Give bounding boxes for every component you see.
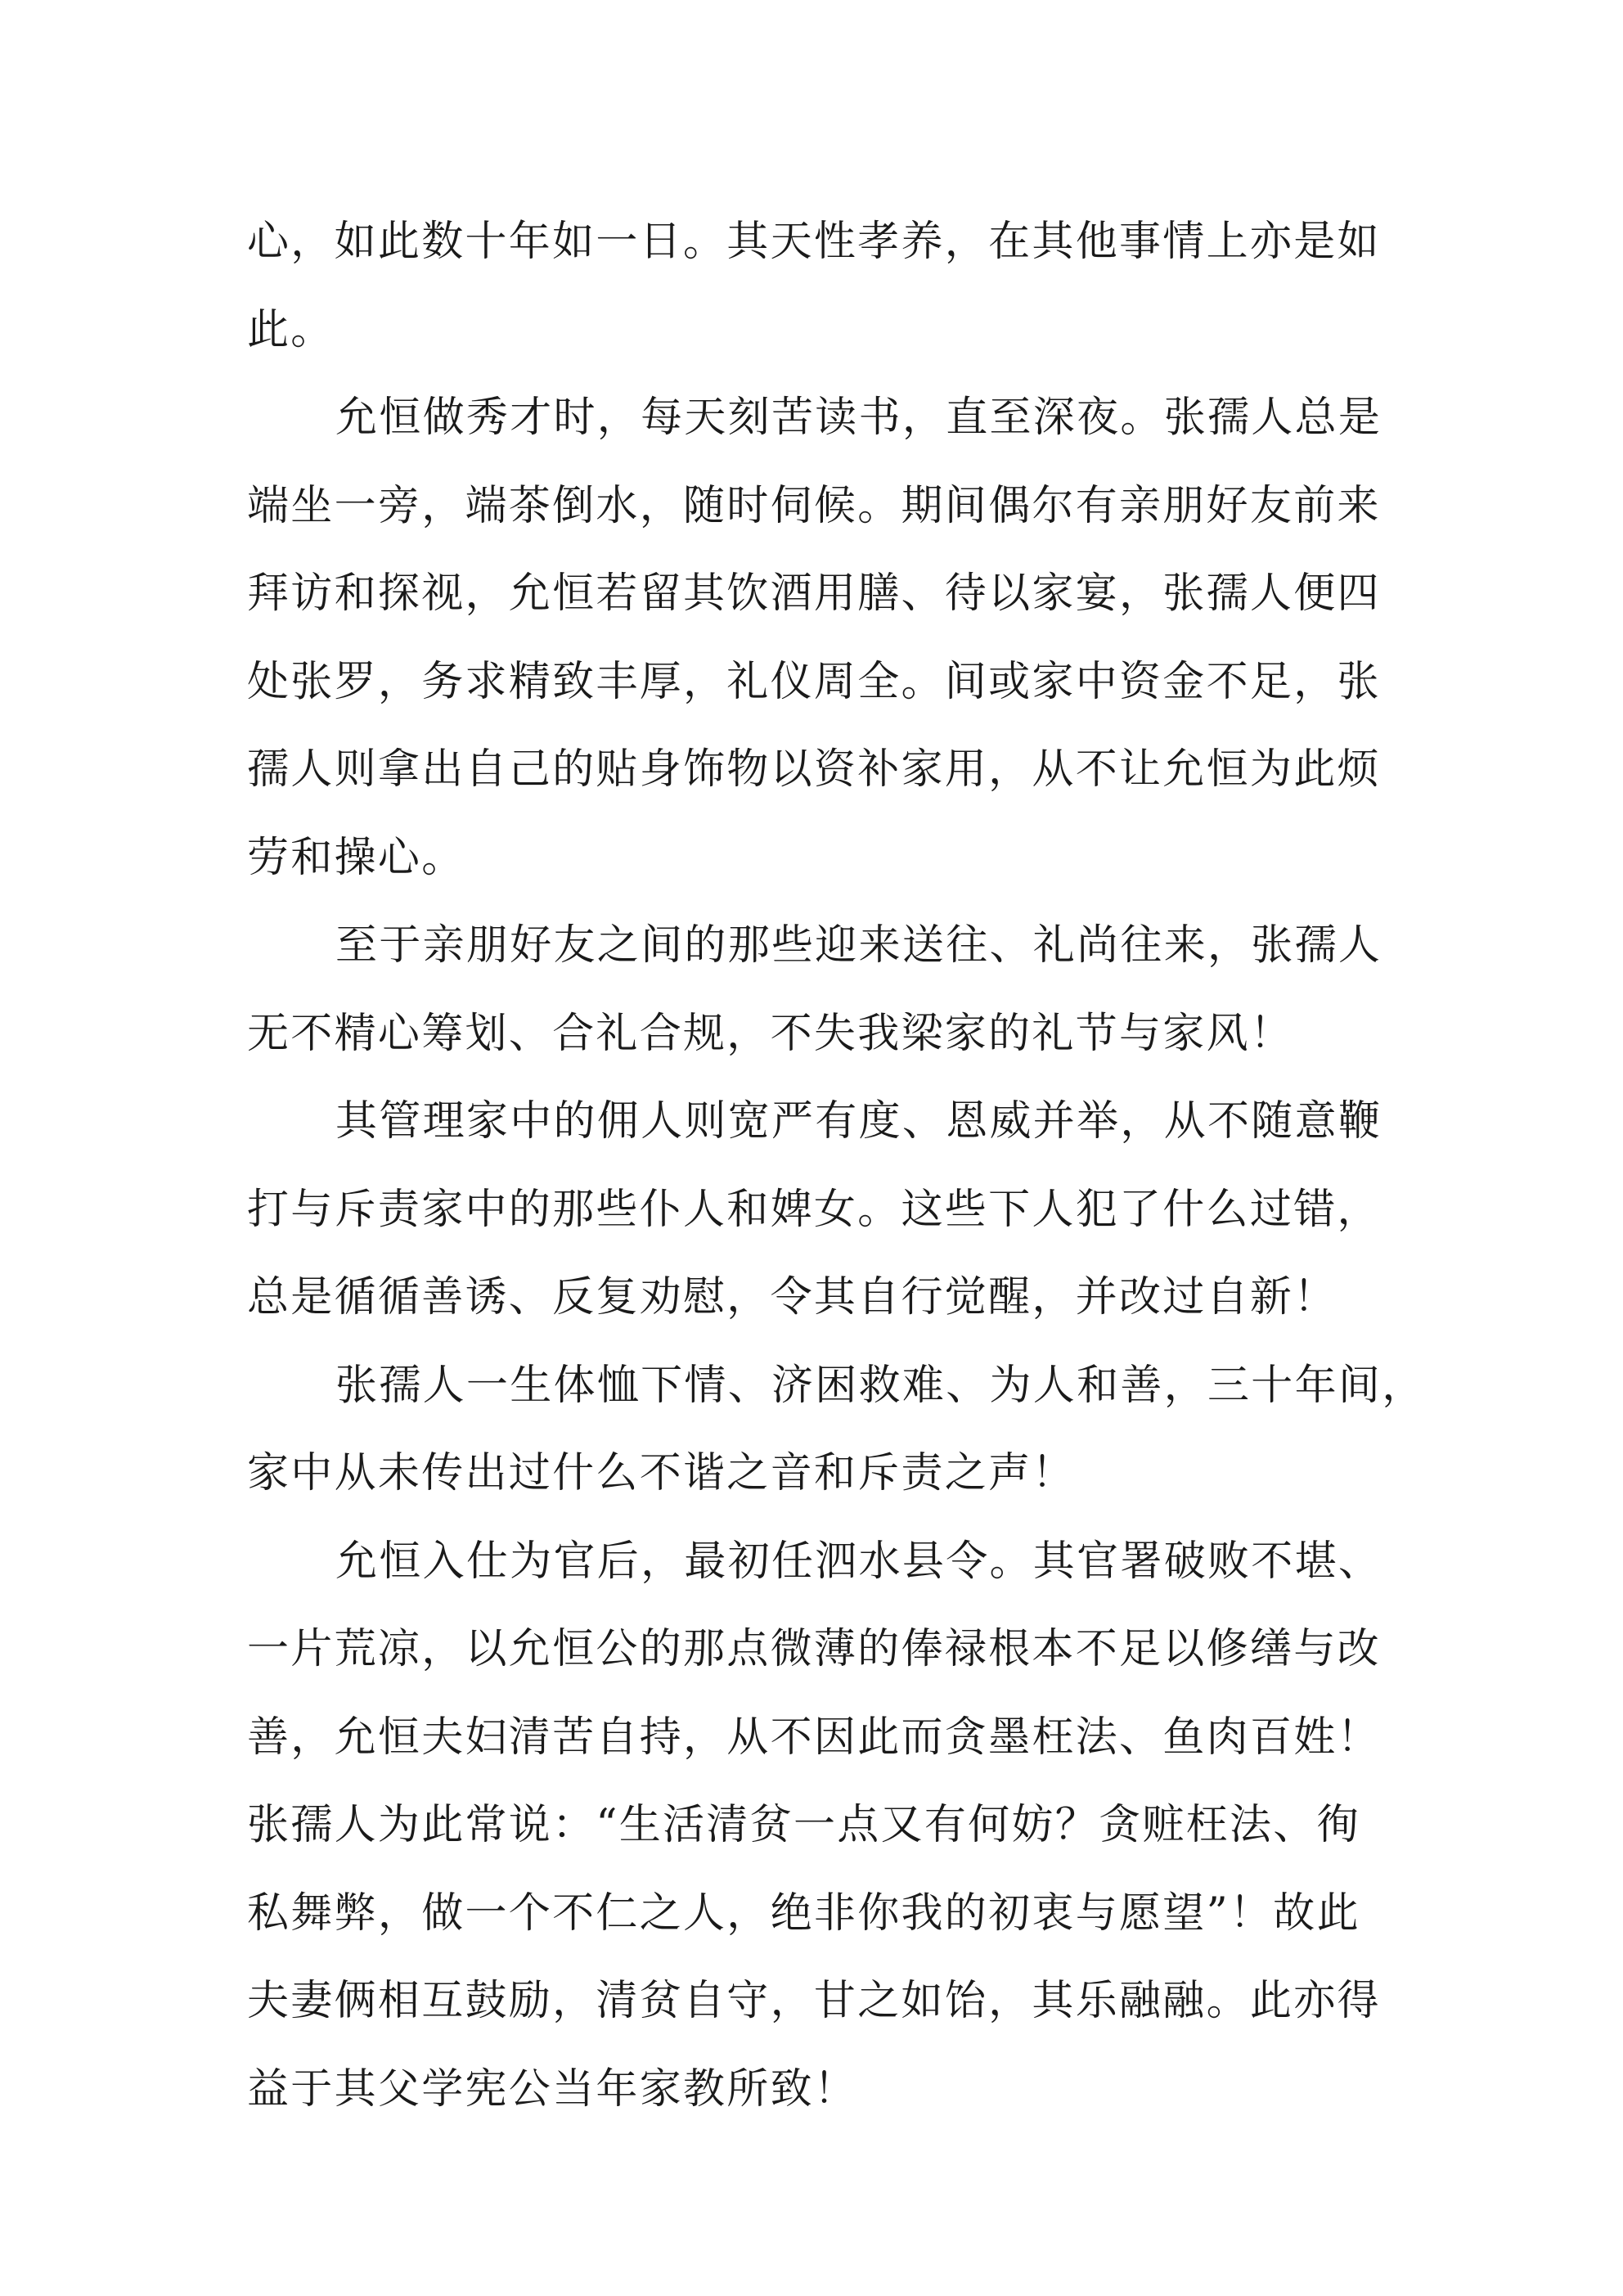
text-line: 张孺人为此常说：“生活清贫一点又有何妨？贪赃枉法、徇 [247, 1801, 1360, 1849]
paragraph-first-line: 其管理家中的佣人则宽严有度、恩威并举，从不随意鞭 [335, 1097, 1382, 1146]
text-line: 端坐一旁，端茶倒水，随时伺候。期间偶尔有亲朋好友前来 [247, 482, 1381, 530]
text-line: 打与斥责家中的那些仆人和婢女。这些下人犯了什么过错， [247, 1186, 1381, 1234]
text-line: 无不精心筹划、合礼合规，不失我梁家的礼节与家风！ [247, 1010, 1294, 1058]
text-line: 心，如此数十年如一日。其天性孝养，在其他事情上亦是如 [247, 218, 1381, 266]
text-line: 此。 [247, 306, 335, 354]
paragraph-first-line: 张孺人一生体恤下情、济困救难、为人和善，三十年间， [335, 1362, 1426, 1410]
text-line: 劳和操心。 [247, 834, 465, 882]
text-line: 一片荒凉，以允恒公的那点微薄的俸禄根本不足以修缮与改 [247, 1625, 1381, 1673]
paragraph-first-line: 允恒做秀才时，每天刻苦读书，直至深夜。张孺人总是 [335, 394, 1382, 442]
text-line: 孺人则拿出自己的贴身饰物以资补家用，从不让允恒为此烦 [247, 745, 1381, 794]
text-line: 夫妻俩相互鼓励，清贫自守，甘之如饴，其乐融融。此亦得 [247, 1977, 1381, 2025]
text-line: 处张罗，务求精致丰厚，礼仪周全。间或家中资金不足，张 [247, 658, 1381, 706]
text-line: 善，允恒夫妇清苦自持，从不因此而贪墨枉法、鱼肉百姓！ [247, 1713, 1381, 1762]
text-line: 总是循循善诱、反复劝慰，令其自行觉醒，并改过自新！ [247, 1273, 1338, 1321]
text-line: 私舞弊，做一个不仁之人，绝非你我的初衷与愿望”！故此 [247, 1889, 1360, 1938]
text-line: 家中从未传出过什么不谐之音和斥责之声！ [247, 1449, 1076, 1497]
text-line: 益于其父学宪公当年家教所致！ [247, 2065, 858, 2114]
paragraph-first-line: 至于亲朋好友之间的那些迎来送往、礼尚往来，张孺人 [335, 921, 1382, 970]
paragraph-first-line: 允恒入仕为官后，最初任泗水县令。其官署破败不堪、 [335, 1537, 1382, 1586]
text-line: 拜访和探视，允恒若留其饮酒用膳、待以家宴，张孺人便四 [247, 569, 1381, 618]
